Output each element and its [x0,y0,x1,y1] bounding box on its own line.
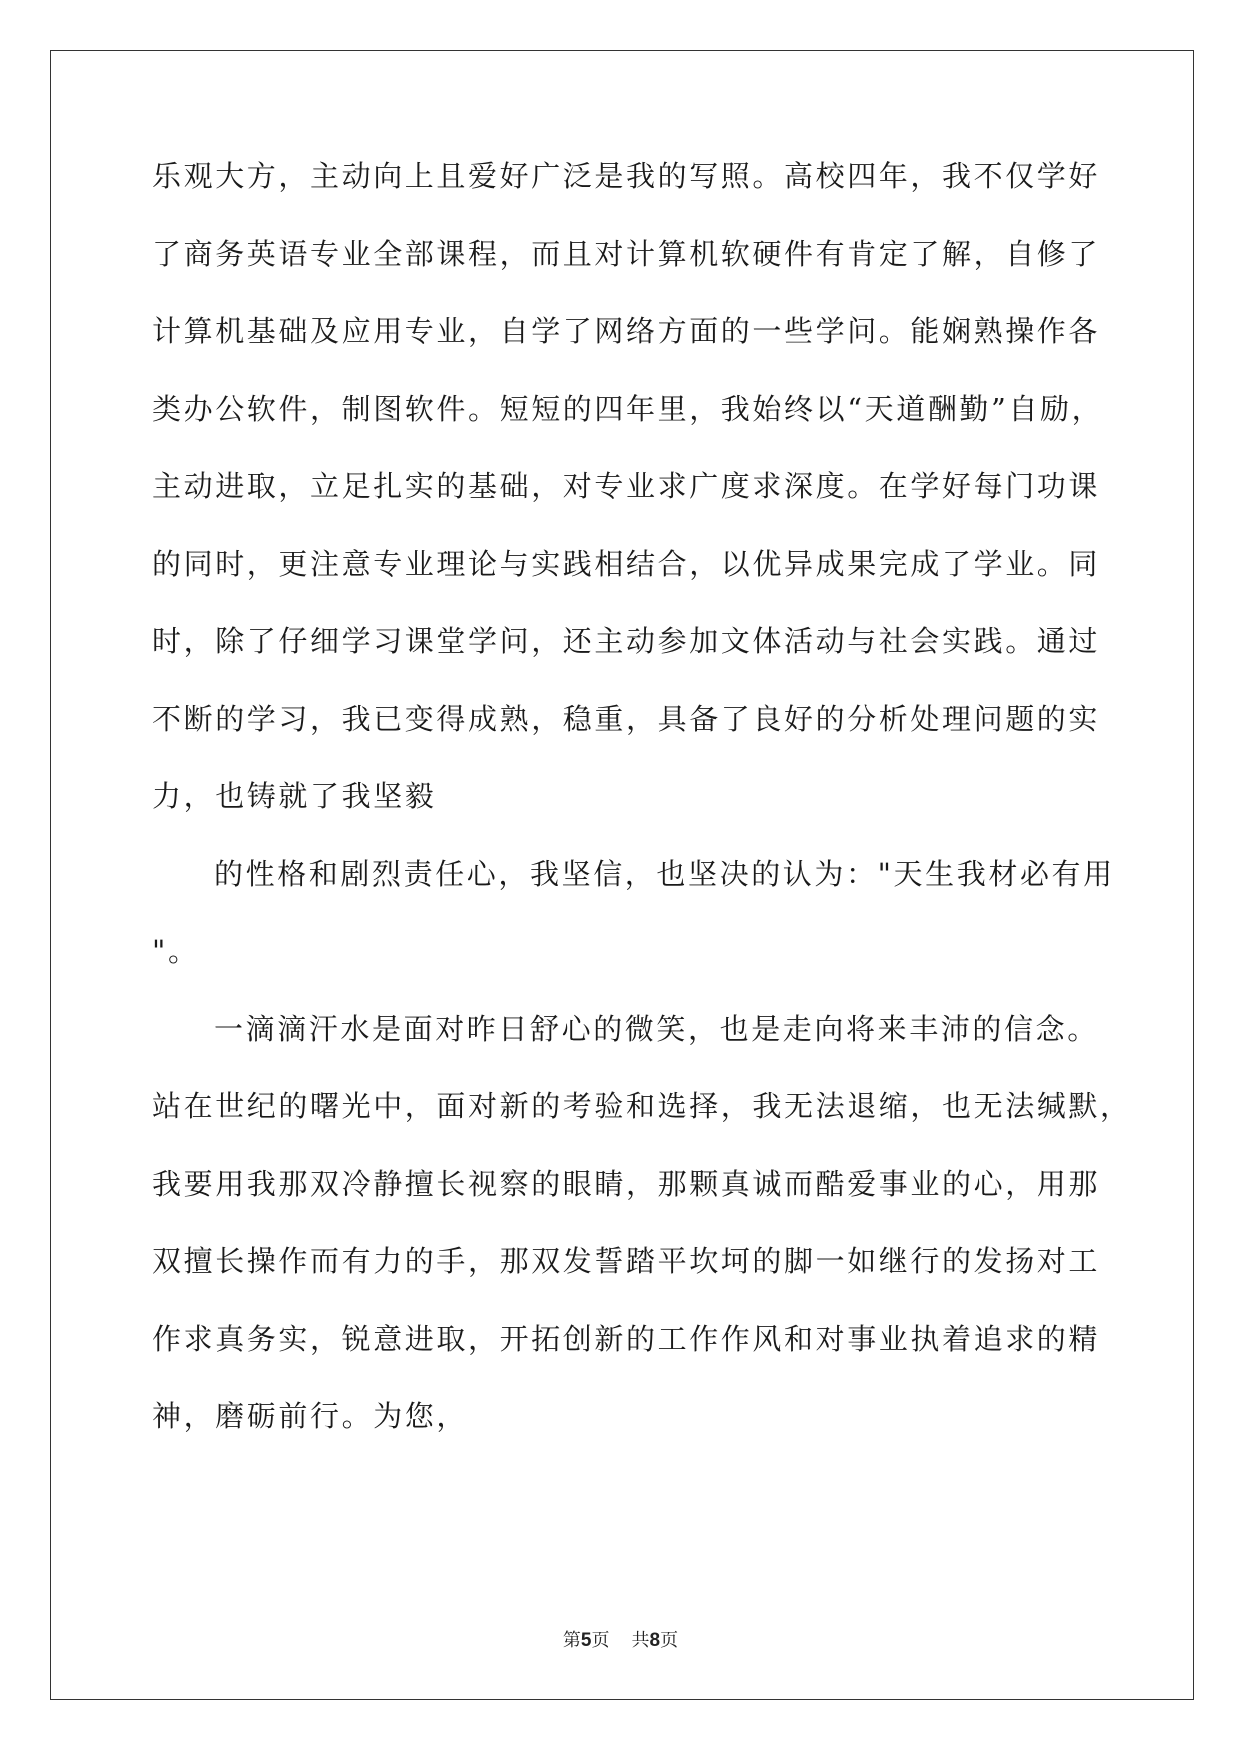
text-line: 了商务英语专业全部课程，而且对计算机软硬件有肯定了解，自修了 [152,236,1101,271]
total-prefix: 共 [631,1630,650,1651]
text-line: 主动进取，立足扎实的基础，对专业求广度求深度。在学好每门功课 [152,469,1101,503]
page-prefix: 第 [562,1630,581,1651]
text-line: 作求真务实，锐意进取，开拓创新的工作作风和对事业执着追求的精 [152,1321,1101,1356]
text-line: 一滴滴汗水是面对昨日舒心的微笑，也是走向将来丰沛的信念。 [214,1011,1099,1046]
text-line: 站在世纪的曙光中，面对新的考验和选择，我无法退缩，也无法缄默， [152,1089,1132,1123]
page-number: 5 [580,1630,592,1651]
total-suffix: 页 [660,1630,679,1651]
text-line: 的性格和剧烈责任心，我坚信，也坚决的认为："天生我材必有用 [214,856,1115,891]
text-line: 神，磨砺前行。为您， [152,1399,469,1433]
text-line: 的同时，更注意专业理论与实践相结合，以优异成果完成了学业。同 [152,546,1101,581]
page-suffix: 页 [591,1630,610,1651]
document-body [152,159,1132,1478]
text-line: 双擅长操作而有力的手，那双发誓踏平坎坷的脚一如继行的发扬对工 [152,1244,1101,1278]
text-line: 计算机基础及应用专业，自学了网络方面的一些学问。能娴熟操作各 [152,314,1101,348]
text-line: 类办公软件，制图软件。短短的四年里，我始终以“天道酬勤”自励， [152,391,1104,426]
text-line: 不断的学习，我已变得成熟，稳重，具备了良好的分析处理问题的实 [152,701,1101,736]
text-line: 乐观大方，主动向上且爱好广泛是我的写照。高校四年，我不仅学好 [152,159,1101,193]
text-line: 时，除了仔细学习课堂学问，还主动参加文体活动与社会实践。通过 [152,624,1101,658]
total-pages: 8 [649,1630,661,1651]
text-line: 我要用我那双冷静擅长视察的眼睛，那颗真诚而酷爱事业的心，用那 [152,1166,1101,1201]
text-line: "。 [152,934,200,968]
text-line: 力，也铸就了我坚毅 [152,779,437,813]
page-footer [0,1626,1241,1652]
